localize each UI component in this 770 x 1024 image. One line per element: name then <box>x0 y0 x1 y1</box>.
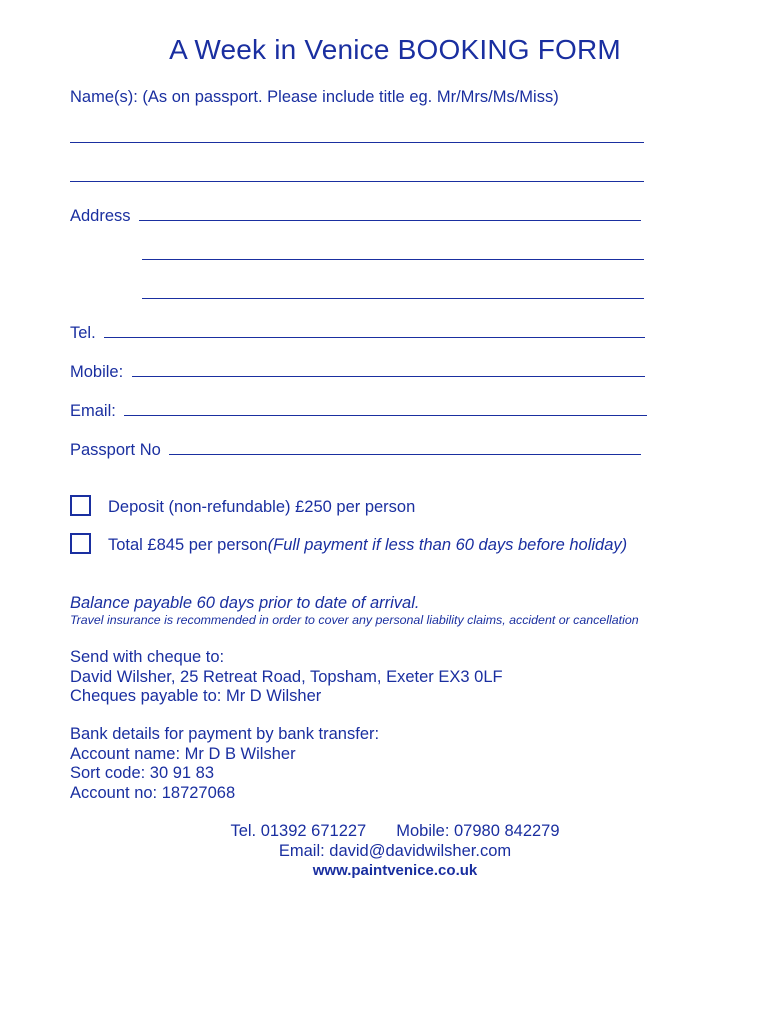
contact-email[interactable]: Email: david@davidwilsher.com <box>278 841 512 860</box>
send-cheque-block <box>70 648 503 707</box>
total-option[interactable] <box>70 535 627 556</box>
tel-field[interactable] <box>70 321 645 343</box>
cheque-payable: Cheques payable to: Mr D Wilsher <box>70 687 322 705</box>
total-checkbox[interactable] <box>70 533 91 554</box>
account-number: Account no: 18727068 <box>70 783 236 802</box>
website-link[interactable]: www.paintvenice.co.uk <box>312 862 478 879</box>
name-line-1[interactable] <box>70 126 644 148</box>
sort-code: Sort code: 30 91 83 <box>70 764 215 782</box>
bank-heading: Bank details for payment by bank transfer: <box>70 725 380 743</box>
tel-label: Tel. <box>70 324 96 342</box>
names-label: Name(s): (As on passport. Please include title eg. Mr/Mrs/Ms/Miss) <box>70 88 559 106</box>
deposit-option[interactable] <box>70 497 415 518</box>
contact-mobile: Mobile: 07980 842279 <box>396 822 560 840</box>
bank-details-block <box>70 725 379 803</box>
mobile-label: Mobile: <box>70 363 124 381</box>
address-label: Address <box>70 207 131 225</box>
send-address: David Wilsher, 25 Retreat Road, Topsham, Exeter EX3 0LF <box>70 667 503 686</box>
contact-block <box>0 822 770 881</box>
form-title: A Week in Venice BOOKING FORM <box>169 34 621 65</box>
account-name: Account name: Mr D B Wilsher <box>70 744 296 763</box>
deposit-label: Deposit (non-refundable) £250 per person <box>108 497 416 516</box>
email-label: Email: <box>70 402 116 420</box>
email-field[interactable] <box>70 399 647 421</box>
address-line-3[interactable] <box>142 282 644 304</box>
passport-label: Passport No <box>70 441 161 459</box>
deposit-checkbox[interactable] <box>70 495 91 516</box>
address-field[interactable] <box>70 204 641 226</box>
insurance-note: Travel insurance is recommended in order to cover any personal liability claims, accident or cancellation <box>70 613 639 627</box>
name-line-2[interactable] <box>70 165 644 187</box>
mobile-field[interactable] <box>70 360 645 382</box>
total-label: Total £845 per person <box>108 535 268 554</box>
address-line-2[interactable] <box>142 243 644 265</box>
total-note: (Full payment if less than 60 days before holiday) <box>267 535 628 554</box>
passport-field[interactable] <box>70 438 641 460</box>
balance-note: Balance payable 60 days prior to date of arrival. <box>70 594 420 612</box>
send-heading: Send with cheque to: <box>70 648 225 666</box>
contact-tel: Tel. 01392 671227 <box>230 822 367 840</box>
